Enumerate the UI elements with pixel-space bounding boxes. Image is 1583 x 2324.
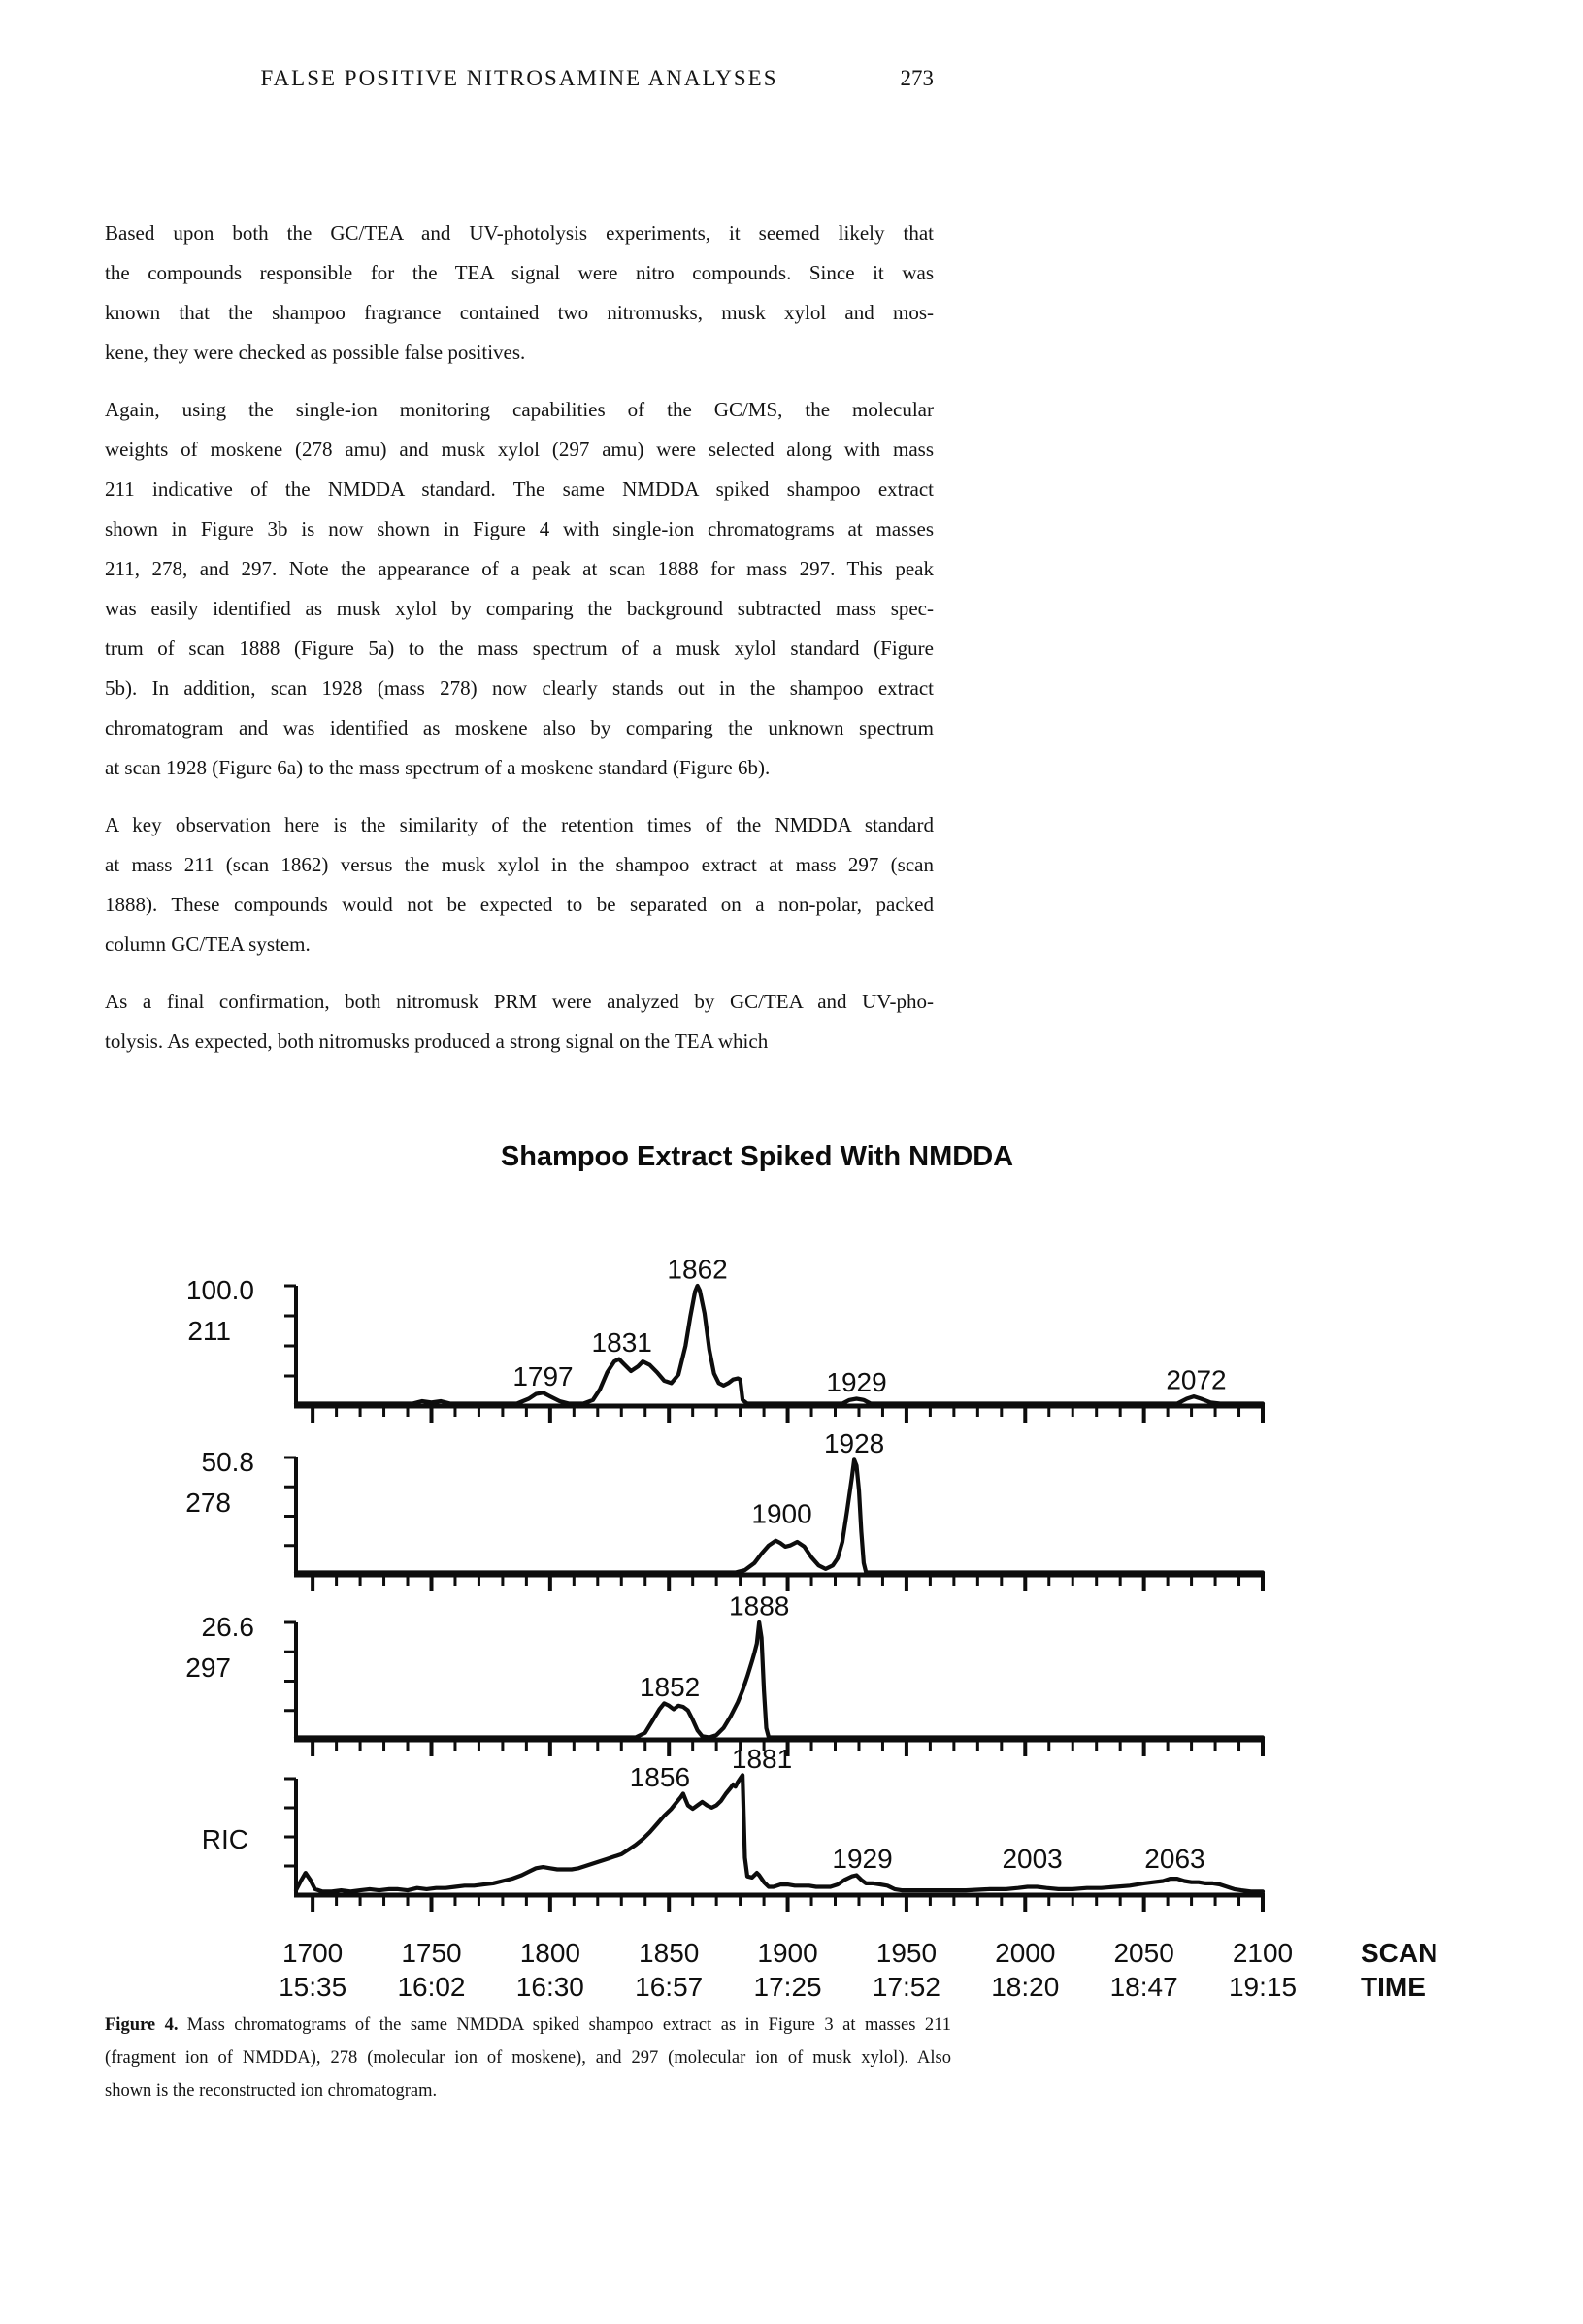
text-line: known that the shampoo fragrance contained two nitromusks, musk xylol and mos- — [105, 301, 934, 324]
text-line: 1888). These compounds would not be expected to be separated on a non-polar, packed — [105, 893, 934, 916]
text-line: 211 indicative of the NMDDA standard. The same NMDDA spiked shampoo extract — [105, 477, 934, 501]
x-axis-labels — [279, 1938, 1437, 2002]
time-tick-label: 16:57 — [635, 1972, 704, 2002]
peak-label: 2072 — [1166, 1364, 1227, 1395]
text-line: A key observation here is the similarity of the retention times of the NMDDA standard — [105, 813, 934, 836]
intensity-label: 26.6 — [201, 1612, 254, 1642]
running-head — [105, 66, 934, 99]
chromatogram-panel-mass-211 — [186, 1254, 1265, 1423]
figure-caption — [105, 2009, 951, 2108]
mass-label: 297 — [185, 1653, 231, 1683]
paragraph — [105, 390, 934, 788]
scan-tick-label: 1950 — [875, 1938, 938, 1968]
chromatogram-panel-mass-297 — [185, 1590, 1265, 1756]
text-line: 211, 278, and 297. Note the appearance of a peak at scan 1888 for mass 297. This peak — [105, 557, 934, 580]
text-line: shown in Figure 3b is now shown in Figure 4 with single-ion chromatograms at masses — [105, 517, 934, 540]
scan-axis-name: SCAN — [1361, 1938, 1438, 1968]
caption-line: Figure 4. Mass chromatograms of the same NMDDA spiked shampoo extract as in Figure 3 at masses 211 — [105, 2015, 951, 2035]
body-text — [105, 213, 934, 1062]
trace-ric — [296, 1775, 1263, 1891]
time-tick-label: 17:25 — [753, 1972, 822, 2002]
text-line: column GC/TEA system. — [105, 933, 311, 956]
text-line: trum of scan 1888 (Figure 5a) to the mass spectrum of a musk xylol standard (Figure — [105, 637, 934, 660]
time-tick-label: 17:52 — [872, 1972, 940, 2002]
time-axis-name: TIME — [1361, 1972, 1426, 2002]
peak-label: 1888 — [729, 1590, 790, 1621]
time-tick-label: 18:20 — [991, 1972, 1060, 2002]
chromatogram-panel-ric — [202, 1744, 1265, 1912]
figure-label: Figure 4. — [105, 2015, 187, 2035]
intensity-label: 50.8 — [201, 1447, 254, 1477]
scan-tick-label: 2100 — [1232, 1938, 1294, 1968]
paragraph — [105, 213, 934, 373]
text-line: kene, they were checked as possible false positives. — [105, 341, 526, 364]
peak-label: 1852 — [639, 1671, 701, 1702]
running-title: FALSE POSITIVE NITROSAMINE ANALYSES — [260, 66, 778, 90]
peak-label: 1928 — [823, 1427, 885, 1458]
scan-tick-label: 1850 — [639, 1938, 700, 1968]
intensity-label: 100.0 — [185, 1275, 254, 1305]
peak-label: 1831 — [591, 1327, 652, 1358]
text-line: the compounds responsible for the TEA signal were nitro compounds. Since it was — [105, 261, 934, 284]
peak-label: 1900 — [751, 1498, 812, 1529]
scan-tick-label: 1900 — [757, 1938, 818, 1968]
trace-mass-211 — [296, 1286, 1263, 1404]
peak-label: 2063 — [1144, 1844, 1205, 1874]
text-line: Based upon both the GC/TEA and UV-photolysis experiments, it seemed likely that — [105, 221, 934, 245]
time-tick-label: 16:02 — [397, 1972, 466, 2002]
peak-label: 1881 — [731, 1743, 793, 1774]
paragraph — [105, 805, 934, 965]
text-line: chromatogram and was identified as moskene also by comparing the unknown spectrum — [105, 716, 934, 739]
peak-label: 1929 — [832, 1844, 893, 1874]
scan-tick-label: 1750 — [401, 1938, 462, 1968]
paragraph — [105, 982, 934, 1062]
scan-tick-label: 1800 — [519, 1938, 580, 1968]
scan-tick-label: 2050 — [1113, 1938, 1174, 1968]
text-line: at scan 1928 (Figure 6a) to the mass spectrum of a moskene standard (Figure 6b). — [105, 756, 771, 779]
mass-label: 211 — [187, 1316, 231, 1346]
time-tick-label: 16:30 — [515, 1972, 584, 2002]
text-line: Again, using the single-ion monitoring capabilities of the GC/MS, the molecular — [105, 398, 934, 421]
figure-title: Shampoo Extract Spiked With NMDDA — [500, 1141, 1014, 1172]
caption-line: (fragment ion of NMDDA), 278 (molecular ion of moskene), and 297 (molecular ion of musk xylol). Also — [105, 2048, 951, 2068]
text-line: As a final confirmation, both nitromusk PRM were analyzed by GC/TEA and UV-pho- — [105, 990, 934, 1013]
time-tick-label: 18:47 — [1109, 1972, 1178, 2002]
mass-label: 278 — [185, 1488, 231, 1518]
scan-tick-label: 2000 — [995, 1938, 1056, 1968]
text-line: at mass 211 (scan 1862) versus the musk xylol in the shampoo extract at mass 297 (scan — [105, 853, 934, 876]
scan-tick-label: 1700 — [281, 1938, 344, 1968]
time-tick-label: 19:15 — [1228, 1972, 1298, 2002]
peak-label: 1862 — [667, 1254, 728, 1285]
trace-mass-297 — [296, 1622, 1263, 1738]
chromatograms-svg — [0, 1203, 1583, 2009]
caption-line: shown is the reconstructed ion chromatogram. — [105, 2081, 438, 2101]
time-tick-label: 15:35 — [279, 1972, 347, 2002]
peak-label: 1797 — [512, 1360, 574, 1391]
chromatogram-panel-mass-278 — [185, 1428, 1265, 1591]
ric-label: RIC — [201, 1824, 248, 1854]
text-line: 5b). In addition, scan 1928 (mass 278) now clearly stands out in the shampoo extract — [105, 676, 934, 700]
text-line: weights of moskene (278 amu) and musk xylol (297 amu) were selected along with mass — [105, 438, 934, 461]
text-line: tolysis. As expected, both nitromusks produced a strong signal on the TEA which — [105, 1030, 769, 1053]
text-line: was easily identified as musk xylol by comparing the background subtracted mass spec- — [105, 597, 934, 620]
peak-label: 2003 — [1002, 1844, 1063, 1874]
figure4-chart — [0, 1203, 1583, 2009]
page-number: 273 — [900, 66, 934, 90]
peak-label: 1856 — [629, 1762, 691, 1792]
peak-label: 1929 — [826, 1367, 887, 1398]
